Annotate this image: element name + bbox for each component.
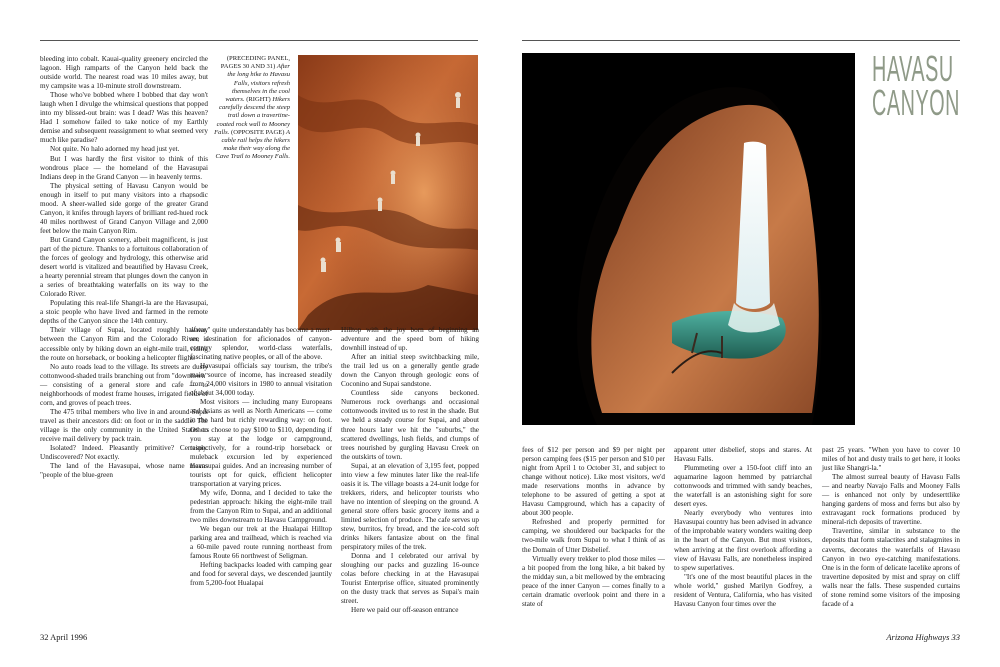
caption-text-opposite: A cable rail helps the hikers make their way along the Cave Trail to Mooney Falls. bbox=[215, 128, 290, 161]
paragraph: But Grand Canyon scenery, albeit magnificent, is just part of the picture. Thanks to a fortuitous collaboration of the forces of geology and hydrology, this otherwise arid desert world is vitalized and beautified by Havasu Creek, a hearty perennial stream that plunges down the canyon in a series of breathtaking waterfalls on its way to the Colorado River. bbox=[40, 235, 208, 299]
paragraph: Isolated? Indeed. Pleasantly primitive? Certainly. Undiscovered? Not exactly. bbox=[40, 444, 208, 462]
right-folio: Arizona Highways 33 bbox=[886, 632, 960, 642]
caption-text-preceding: After the long hike to Havasu Falls, visitors refresh themselves in the cool waters. bbox=[225, 63, 290, 104]
paragraph: The 475 tribal members who live in and around Supai travel as their ancestors did: on foot or in the saddle. The village is the only community in the United States to receive mail delivery by pack train. bbox=[40, 407, 208, 443]
paragraph: Countless side canyons beckoned. Numerous rock overhangs and occasional cottonwoods invited us to rest in the shade. But we held a steady course for Supai, and about three hours later we hit the "suburbs," the scattered dwellings, lush fields, and clumps of trees nourished by gurgling Havasu Creek on the outskirts of town. bbox=[341, 389, 479, 461]
hikers-cliff-photo bbox=[298, 55, 478, 330]
paragraph: But I was hardly the first visitor to think of this wondrous place — the homeland of the Havasupai Indians deep in the Grand Canyon — in heavenly terms. bbox=[40, 154, 208, 181]
left-folio: 32 April 1996 bbox=[40, 632, 88, 642]
left-column-3 bbox=[341, 326, 479, 616]
caption-tag-opposite: (OPPOSITE PAGE) bbox=[231, 128, 285, 136]
waterfall-cave-photo bbox=[522, 53, 855, 425]
paragraph: The land of the Havasupai, whose name means "people of the blue-green bbox=[40, 462, 208, 480]
right-column-1 bbox=[522, 446, 665, 609]
title-line-2: CANYON bbox=[872, 82, 961, 123]
paragraph: We began our trek at the Hualapai Hilltop parking area and trailhead, which is reached via a 60-mile paved route running northeast from famous Route 66 northwest of Seligman. bbox=[190, 525, 332, 561]
paragraph: Those who've bobbed where I bobbed that day won't laugh when I divulge the whimsical questions that popped into my blissed-out brain: was I dead? Was this heaven? Had I somehow failed to take notice of my Earthly demise and subsequent reassignment to what seemed very much like paradise? bbox=[40, 91, 208, 145]
paragraph: Virtually every trekker to plod those miles — a bit pooped from the long hike, a bit baked by the midday sun, a bit mellowed by the embracing peace of the inner Canyon — comes finally to a certain dramatic overlook point and there in a state of bbox=[522, 554, 665, 608]
left-column-2 bbox=[190, 326, 332, 588]
paragraph: Supai, at an elevation of 3,195 feet, popped into view a few minutes later like the real-life oasis it is. The village boasts a 24-unit lodge for trekkers, riders, and helicopter tourists who have no intention of sleeping on the ground. A general store offers basic grocery items and a limited selection of produce. The cafe serves up stew, burritos, fry bread, and the ice-cold soft drinks hikers fantasize about on the final perspiratory miles of the trek. bbox=[341, 461, 480, 552]
top-rule-left bbox=[40, 40, 478, 41]
paragraph: Not quite. No halo adorned my head just yet. bbox=[50, 145, 180, 154]
paragraph: Donna and I celebrated our arrival by sloughing our packs and guzzling 16-ounce colas before checking in at the Havasupai Tourist Enterprise office, situated prominently on the dusty track that serves as Supai's main street. bbox=[341, 552, 479, 606]
caption-tag-right: (RIGHT) bbox=[246, 96, 271, 104]
paragraph: bleeding into cobalt. Kauai-quality greenery encircled the lagoon. High ramparts of the Canyon held back the outside world. The nearest road was 10 miles away, but my campsite was a 10-minute stroll downstream. bbox=[40, 55, 208, 91]
title-line-1: HAVASU bbox=[872, 48, 954, 89]
caption-tag-preceding: (PRECEDING PANEL, PAGES 30 AND 31) bbox=[220, 55, 290, 71]
paragraph: water," quite understandably has become a must-see destination for aficionados of canyon-country splendor, world-class waterfalls, fascinating native peoples, or all of the above. bbox=[190, 326, 332, 362]
paragraph: Hilltop with the joy born of beginning an adventure and the speed born of hiking downhill instead of up. bbox=[341, 326, 479, 353]
left-column-1 bbox=[40, 55, 208, 480]
paragraph: Most visitors — including many Europeans and Asians as well as North Americans — come in the hard but richly rewarding way: on foot. Others choose to pay $100 to $110, depending if you stay at the lodge or campground, respectively, for a round-trip horseback or muleback excursion led by experienced Havasupai guides. And an increasing number of tourists opt for quick, efficient helicopter transportation at varying prices. bbox=[190, 398, 332, 488]
right-column-2 bbox=[674, 446, 812, 609]
paragraph: Their village of Supai, located roughly halfway between the Canyon Rim and the Colorado River, is accessible only by hiking down an eight-mile trail, riding the route on horseback, or booking a helicopter flight. bbox=[40, 326, 208, 362]
paragraph: My wife, Donna, and I decided to take the pedestrian approach: hiking the eight-mile trail from the Canyon Rim to Supai, and an additional two miles downstream to Havasu Campground. bbox=[190, 488, 332, 524]
paragraph: Refreshed and properly permitted for camping, we shouldered our backpacks for the two-mile walk from Supai to what I think of as the Domain of Utter Disbelief. bbox=[522, 518, 665, 554]
paragraph: past 25 years. "When you have to cover 10 miles of hot and dusty trails to get here, it looks just like Shangri-la." bbox=[822, 446, 960, 473]
photo-caption bbox=[213, 55, 290, 162]
paragraph: fees of $12 per person and $9 per night per person camping fees ($15 per person and $10 per night from April 1 to October 31, and subject to change without notice). Like most visitors, we'd made reservations months in advance by telephone to be assured of getting a spot at Havasu Campground, which has a capacity of about 300 people. bbox=[522, 446, 665, 518]
paragraph: Travertine, similar in substance to the deposits that form stalactites and stalagmites in caverns, decorates the waterfalls of Havasu Canyon in two eye-catching manifestations. One is in the form of delicate lacelike aprons of travertine deposited by mist and spray on cliff walls near the falls. These suspended curtains of stone remind some visitors of the imposing facade of a bbox=[822, 527, 960, 608]
paragraph: Nearly everybody who ventures into Havasupai country has been advised in advance of the improbable watery wonders waiting deep in the heart of the Canyon. But most visitors, when arriving at the first overlook affording a view of Havasu Falls, are nonetheless inspired to spew superlatives. bbox=[674, 509, 812, 572]
paragraph: The almost surreal beauty of Havasu Falls — and nearby Navajo Falls and Mooney Falls — is enhanced not only by undeserttlike hanging gardens of moss and ferns but also by extravagant rock formations produced by mineral-rich deposits of travertine. bbox=[822, 473, 960, 527]
article-title bbox=[872, 48, 961, 123]
top-rule-right bbox=[522, 40, 960, 41]
paragraph: Hefting backpacks loaded with camping gear and food for several days, we descended jauntily from 5,200-foot Hualapai bbox=[190, 561, 332, 588]
paragraph: The physical setting of Havasu Canyon would be enough in itself to put many visitors into a rhapsodic mood. A sheer-walled side gorge of the greater Grand Canyon, it knifes through layers of brilliant red-hued rock 40 miles northwest of Grand Canyon Village and 2,000 feet below the main Canyon Rim. bbox=[40, 181, 208, 235]
paragraph: No auto roads lead to the village. Its streets are dusty cottonwood-shaded trails branching out from "downtown" — consisting of a general store and cafe — to neighborhoods of modest frame houses, irrigated fields of corn, and groves of peach trees. bbox=[40, 362, 208, 407]
paragraph: apparent utter disbelief, stops and stares. At Havasu Falls. bbox=[674, 446, 812, 464]
paragraph: Havasupai officials say tourism, the tribe's main source of income, has increased steadily from 24,000 visitors in 1980 to annual visitation of about 34,000 today. bbox=[190, 362, 332, 398]
paragraph: Plummeting over a 150-foot cliff into an aquamarine lagoon hemmed by patriarchal cottonwoods and trimmed with sandy beaches, the waterfall is an astonishing sight for sore desert eyes. bbox=[674, 464, 812, 509]
paragraph: Here we paid our off-season entrance bbox=[351, 606, 459, 615]
paragraph: "It's one of the most beautiful places in the whole world," gushed Marilyn Godfrey, a resident of Ventura, California, who has visited Havasu Canyon four times over the bbox=[674, 572, 812, 608]
paragraph: After an initial steep switchbacking mile, the trail led us on a generally gentle grade down the Canyon through geologic eons of Coconino and Supai sandstone. bbox=[341, 353, 479, 389]
paragraph: Populating this real-life Shangri-la are the Havasupai, a stoic people who have lived and farmed in the remote depths of the Canyon since the 14th century. bbox=[40, 299, 208, 326]
caption-text-right: Hikers carefully descend the steep trail down a travertine-coated rock wall to Mooney Falls. bbox=[214, 96, 290, 136]
right-column-3 bbox=[822, 446, 960, 609]
